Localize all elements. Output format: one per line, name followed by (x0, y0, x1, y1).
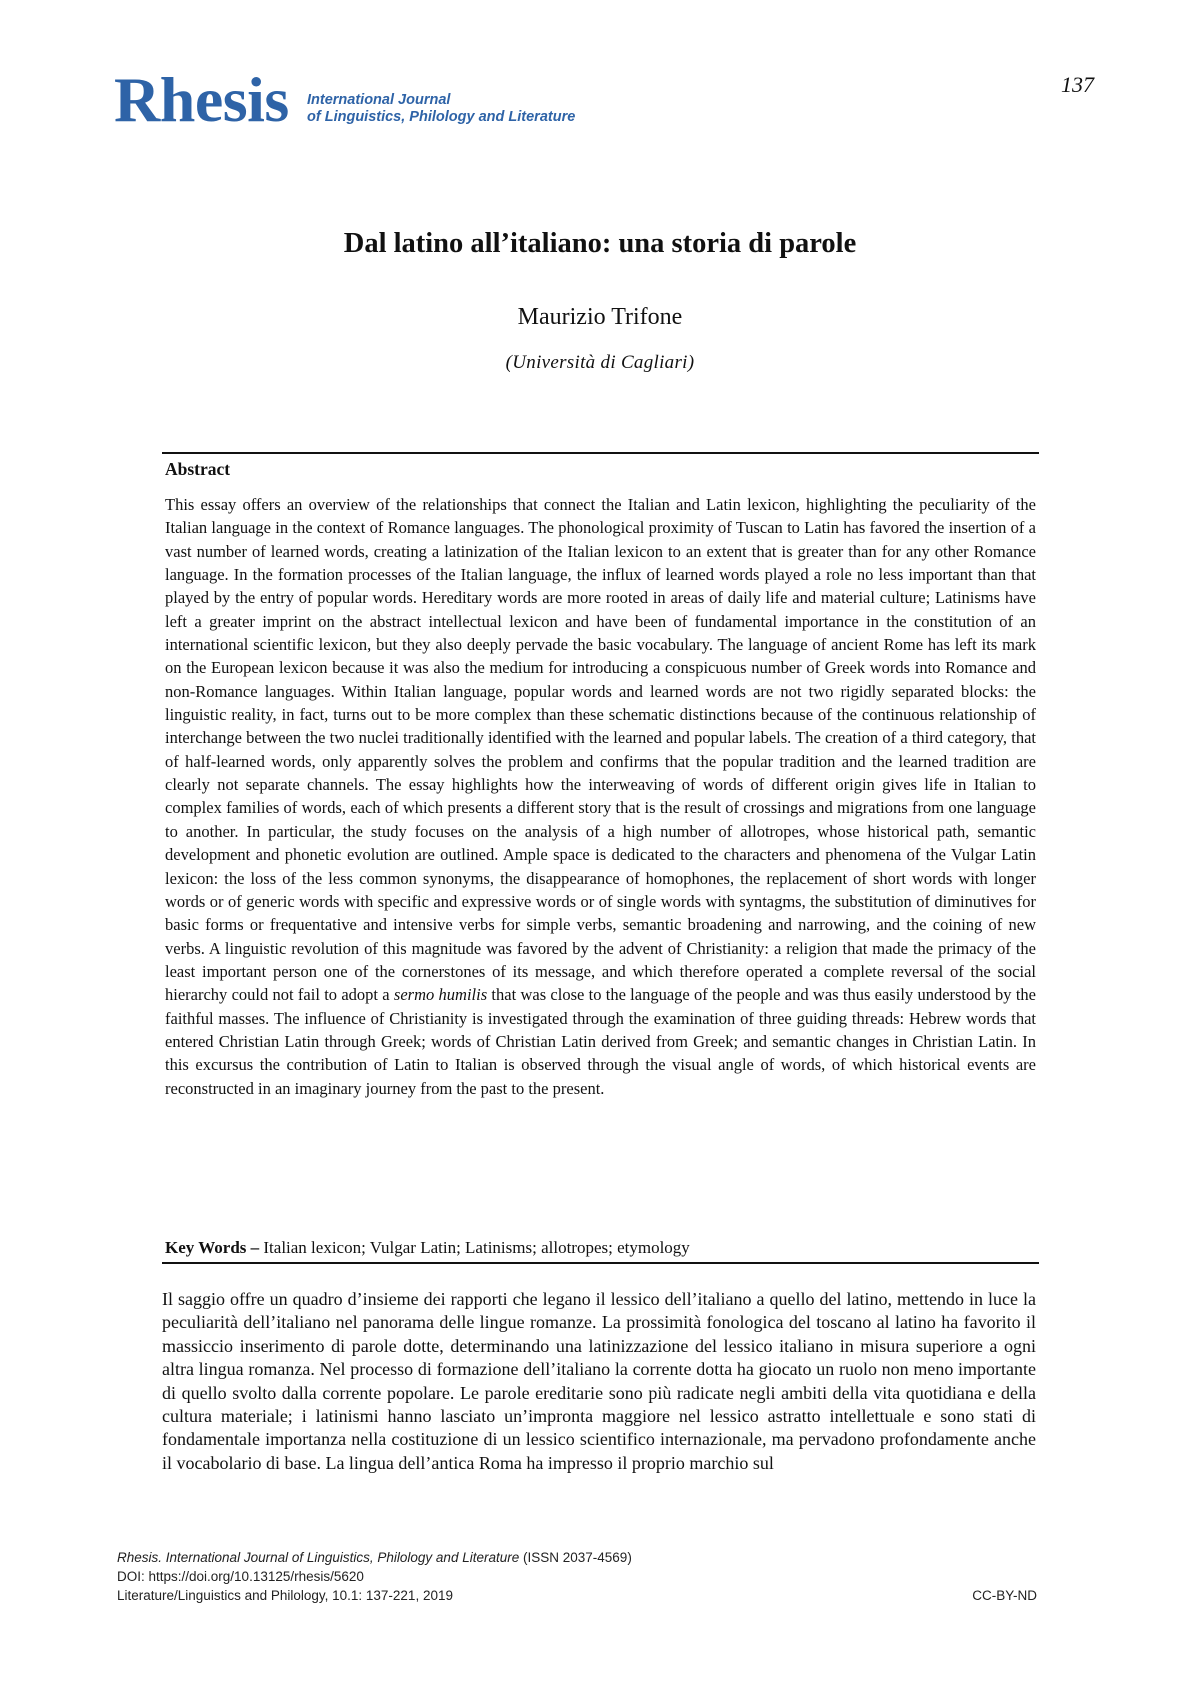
page-number: 137 (1061, 72, 1094, 97)
author-affiliation: (Università di Cagliari) (505, 352, 695, 373)
abstract-text-part2: that was close to the language of the people and was thus easily understood by the faithful masses. The influence of Christianity is investigated through the examination of three guiding threads: Hebrew words that entered Christian Latin through Greek; words of Christian Latin derived from Greek; and semantic changes in Christian Latin. In this excursus the contribution of Latin to Italian is observed through the visual angle of words, of which historical events are reconstructed in an imaginary journey from the past to the present. (165, 985, 1037, 1098)
footer-citation: Literature/Linguistics and Philology, 10.1: 137-221, 2019 (117, 1588, 453, 1603)
abstract-heading: Abstract (165, 459, 231, 479)
abstract-italic-term: sermo humilis (393, 985, 488, 1005)
abstract-top-rule (162, 452, 1039, 454)
keywords (165, 1238, 690, 1258)
journal-subtitle (307, 92, 627, 126)
body-paragraph: Il saggio offre un quadro d’insieme dei rapporti che legano il lessico dell’italiano a quello del latino, mettendo in luce la peculiarità dell’italiano nel panorama delle lingue romanze. La prossimità fonologica del toscano al latino ha favorito il massiccio inserimento di parole dotte, determinando una latinizzazione del lessico italiano in misura superiore a ogni altra lingua romanza. Nel processo di formazione dell’italiano la corrente dotta ha giocato un ruolo non meno importante di quello svolto dalla corrente popolare. Le parole ereditarie sono più radicate negli ambiti della vita quotidiana e della cultura materiale; i latinismi hanno lasciato un’impronta maggiore nel lessico astratto intellettuale e sono stati di fondamentale importanza nella costituzione di un lessico scientifico internazionale, ma pervadono profondamente anche il vocabolario di base. La lingua dell’antica Roma ha impresso il proprio marchio sul (162, 1289, 1036, 1473)
footer-issn: (ISSN 2037-4569) (523, 1550, 632, 1565)
footer-license: CC-BY-ND (972, 1588, 1037, 1603)
keywords-values: Italian lexicon; Vulgar Latin; Latinisms; allotropes; etymology (263, 1238, 690, 1257)
abstract-text-part1: This essay offers an overview of the relationships that connect the Italian and Latin lexicon, highlighting the peculiarity of the Italian language in the context of Romance languages. The phonological proximity of Tuscan to Latin has favored the insertion of a vast number of learned words, creating a latinization of the Italian lexicon to an extent that is greater than for any other Romance language. In the formation processes of the Italian language, the influx of learned words played a role no less important than that played by the entry of popular words. Hereditary words are more rooted in areas of daily life and material culture; Latinisms have left a greater imprint on the abstract intellectual lexicon and have been of fundamental importance in the constitution of an international scientific lexicon, but they also deeply pervade the basic vocabulary. The language of ancient Rome has left its mark on the European lexicon because it was also the medium for introducing a conspicuous number of Greek words into Romance and non-Romance languages. Within Italian language, popular words and learned words are not two rigidly separated blocks: the linguistic reality, in fact, turns out to be more complex than these schematic distinctions because of the continuous relationship of interchange between the two nuclei traditionally identified with the learned and popular labels. The creation of a third category, that of half-learned words, only apparently solves the problem and confirms that the popular tradition and the learned tradition are clearly not separate channels. The essay highlights how the interweaving of words of different origin gives life in Italian to complex families of words, each of which presents a different story that is the result of crossings and migrations from one language to another. In particular, the study focuses on the analysis of a high number of allotropes, whose historical path, semantic development and phonetic evolution are outlined. Ample space is dedicated to the characters and phenomena of the Vulgar Latin lexicon: the loss of the less common synonyms, the disappearance of homophones, the replacement of short words with longer words or of generic words with specific and expressive words or of single words with syntagms, the substitution of diminutives for basic forms or frequentative and intensive verbs for simple verbs, semantic broadening and narrowing, and the coining of new verbs. A linguistic revolution of this magnitude was favored by the advent of Christianity: a religion that made the primacy of the least important person one of the cornerstones of its message, and which therefore operated a complete reversal of the social hierarchy could not fail to adopt a (165, 495, 1036, 1005)
journal-logo: Rhesis (114, 64, 289, 135)
article-title: Dal latino all’italiano: una storia di parole (343, 228, 857, 259)
keywords-label: Key Words – (165, 1238, 260, 1257)
page-footer (117, 1548, 1037, 1605)
abstract-text (165, 493, 1036, 1100)
abstract-bottom-rule (162, 1262, 1039, 1264)
author-name: Maurizio Trifone (517, 304, 683, 330)
journal-subtitle-line2: of Linguistics, Philology and Literature (307, 109, 576, 125)
footer-doi: DOI: https://doi.org/10.13125/rhesis/5620 (117, 1569, 364, 1584)
footer-journal-name: Rhesis. International Journal of Linguistics, Philology and Literature (117, 1550, 520, 1565)
journal-subtitle-line1: International Journal (307, 92, 451, 108)
footer-journal-line (117, 1548, 1037, 1567)
